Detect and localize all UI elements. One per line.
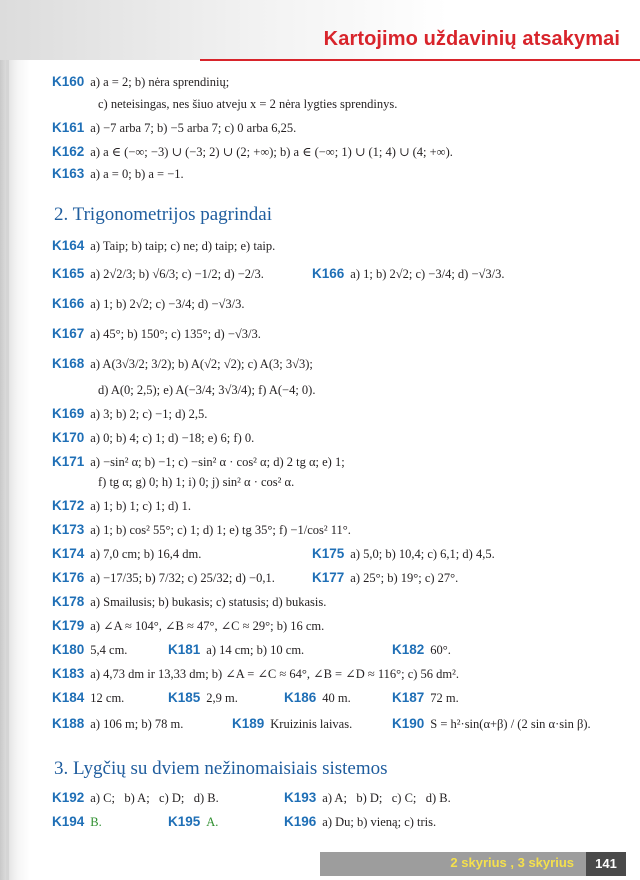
exercise-number: K160 (52, 74, 85, 89)
answer-row (312, 266, 504, 282)
answer-row (168, 642, 304, 658)
answer-text: a) 7,0 cm; b) 16,4 dm. (90, 547, 202, 561)
answer-row (52, 546, 201, 562)
exercise-number: K164 (52, 238, 85, 253)
answer-text: a) 1; b) 2√2; c) −3/4; d) −√3/3. (90, 297, 245, 311)
answer-text: a) −17/35; b) 7/32; c) 25/32; d) −0,1. (90, 571, 275, 585)
answer-text: 60°. (430, 643, 451, 657)
answer-row (168, 814, 218, 830)
answer-row (312, 570, 458, 586)
answer-text: a) 3; b) 2; c) −1; d) 2,5. (90, 407, 208, 421)
answer-text: c) neteisingas, nes šiuo atveju x = 2 nėra lygties sprendinys. (98, 97, 398, 111)
answer-row (52, 642, 127, 658)
answer-row (52, 618, 324, 634)
exercise-number: K172 (52, 498, 85, 513)
answer-text (90, 790, 218, 806)
answer-text: a) 1; b) cos² 55°; c) 1; d) 1; e) tg 35°; f) −1/cos² 11°. (90, 523, 351, 537)
answer-row (52, 120, 296, 136)
answer-row (52, 266, 264, 282)
answer-text: Kruizinis laivas. (270, 717, 353, 731)
answer-text: a) 4,73 dm ir 13,33 dm; b) ∠A = ∠C ≈ 64°, ∠B = ∠D ≈ 116°; c) 56 dm². (90, 667, 460, 681)
answer-c: c) D; (159, 791, 185, 805)
exercise-number: K196 (284, 814, 317, 829)
answer-row (52, 406, 207, 422)
answer-row (52, 296, 244, 312)
answer-row (52, 570, 275, 586)
exercise-number: K162 (52, 144, 85, 159)
exercise-number: K187 (392, 690, 425, 705)
answer-text: a) 14 cm; b) 10 cm. (206, 643, 305, 657)
answer-row (232, 716, 352, 732)
answer-text: a) a = 2; b) nėra sprendinių; (90, 75, 230, 89)
answer-row (312, 546, 495, 562)
exercise-number: K161 (52, 120, 85, 135)
exercise-number: K195 (168, 814, 201, 829)
answer-text: a) −7 arba 7; b) −5 arba 7; c) 0 arba 6,25. (90, 121, 297, 135)
answer-c: c) C; (391, 791, 417, 805)
answer-text: a) 0; b) 4; c) 1; d) −18; e) 6; f) 0. (90, 431, 255, 445)
answer-text: 5,4 cm. (90, 643, 128, 657)
answer-row (98, 474, 294, 490)
book-spine (0, 0, 30, 880)
exercise-number: K180 (52, 642, 85, 657)
section-title: 2. Trigonometrijos pagrindai (54, 204, 272, 225)
answer-text: a) 25°; b) 19°; c) 27°. (350, 571, 459, 585)
exercise-number: K166 (52, 296, 85, 311)
answer-text: a) a ∈ (−∞; −3) ∪ (−3; 2) ∪ (2; +∞); b) a ∈ (−∞; 1) ∪ (1; 4) ∪ (4; +∞). (90, 145, 453, 159)
answer-text: d) A(0; 2,5); e) A(−3/4; 3√3/4); f) A(−4; 0). (98, 383, 316, 397)
answer-text: a) 2√2/3; b) √6/3; c) −1/2; d) −2/3. (90, 267, 264, 281)
answer-text: a) A(3√3/2; 3/2); b) A(√2; √2); c) A(3; 3√3); (90, 357, 313, 371)
answer-text: a) 5,0; b) 10,4; c) 6,1; d) 4,5. (350, 547, 495, 561)
answer-text: a) 106 m; b) 78 m. (90, 717, 184, 731)
answer-text: B. (90, 815, 102, 829)
exercise-number: K163 (52, 166, 85, 181)
exercise-number: K177 (312, 570, 345, 585)
exercise-number: K179 (52, 618, 85, 633)
exercise-number: K165 (52, 266, 85, 281)
exercise-number: K183 (52, 666, 85, 681)
exercise-number: K166 (312, 266, 345, 281)
exercise-number: K167 (52, 326, 85, 341)
answer-text: a) 1; b) 2√2; c) −3/4; d) −√3/3. (350, 267, 505, 281)
header-rule (200, 59, 640, 61)
answer-row (98, 382, 315, 398)
answer-row (284, 814, 436, 830)
answer-row (52, 666, 459, 682)
answer-row (98, 96, 397, 112)
answer-row (52, 716, 183, 732)
exercise-number: K174 (52, 546, 85, 561)
answer-row (52, 454, 345, 470)
answer-row (392, 716, 591, 732)
answer-text: 40 m. (322, 691, 351, 705)
exercise-number: K189 (232, 716, 265, 731)
answer-row (52, 690, 124, 706)
answer-row (168, 690, 238, 706)
answer-text: a) ∠A ≈ 104°, ∠B ≈ 47°, ∠C ≈ 29°; b) 16 cm. (90, 619, 325, 633)
answer-text: a) 1; b) 1; c) 1; d) 1. (90, 499, 191, 513)
answer-text: 72 m. (430, 691, 459, 705)
page-header (0, 0, 640, 60)
answer-text: A. (206, 815, 219, 829)
answer-row (52, 326, 261, 342)
answer-row (52, 594, 326, 610)
answer-b: b) A; (124, 791, 150, 805)
answer-row (52, 814, 102, 830)
answer-row (52, 522, 351, 538)
answer-text: 12 cm. (90, 691, 125, 705)
footer-chapter: 2 skyrius , 3 skyrius (450, 855, 574, 870)
exercise-number: K194 (52, 814, 85, 829)
answer-row (52, 144, 453, 160)
exercise-number: K185 (168, 690, 201, 705)
exercise-number: K182 (392, 642, 425, 657)
answer-a: a) C; (90, 791, 115, 805)
exercise-number: K188 (52, 716, 85, 731)
section-title: 3. Lygčių su dviem nežinomaisiais sistemos (54, 758, 388, 779)
answer-text: a) Du; b) vieną; c) tris. (322, 815, 437, 829)
answer-row (52, 790, 219, 806)
answer-text: S = h²·sin(α+β) / (2 sin α·sin β). (430, 717, 591, 731)
exercise-number: K170 (52, 430, 85, 445)
exercise-number: K171 (52, 454, 85, 469)
exercise-number: K193 (284, 790, 317, 805)
exercise-number: K192 (52, 790, 85, 805)
answer-row (284, 790, 451, 806)
answer-text: a) 45°; b) 150°; c) 135°; d) −√3/3. (90, 327, 261, 341)
footer-chapter-bar (320, 852, 586, 876)
answer-text: a) −sin² α; b) −1; c) −sin² α · cos² α; d) 2 tg α; e) 1; (90, 455, 345, 469)
exercise-number: K175 (312, 546, 345, 561)
answer-row (52, 430, 254, 446)
exercise-number: K181 (168, 642, 201, 657)
answer-text: 2,9 m. (206, 691, 238, 705)
answer-text: a) Smailusis; b) bukasis; c) statusis; d) bukasis. (90, 595, 327, 609)
exercise-number: K178 (52, 594, 85, 609)
exercise-number: K190 (392, 716, 425, 731)
answer-text: a) Taip; b) taip; c) ne; d) taip; e) taip. (90, 239, 276, 253)
answer-b: b) D; (356, 791, 383, 805)
answer-row (284, 690, 351, 706)
exercise-number: K176 (52, 570, 85, 585)
answer-a: a) A; (322, 791, 347, 805)
answer-row (392, 642, 451, 658)
answer-d: d) B. (425, 791, 451, 805)
answer-row (392, 690, 459, 706)
answer-row (52, 356, 313, 372)
page-number: 141 (586, 852, 626, 876)
exercise-number: K184 (52, 690, 85, 705)
header-title: Kartojimo uždavinių atsakymai (323, 28, 620, 50)
answer-row (52, 74, 229, 90)
exercise-number: K186 (284, 690, 317, 705)
exercise-number: K169 (52, 406, 85, 421)
answer-text (322, 790, 450, 806)
answer-text: f) tg α; g) 0; h) 1; i) 0; j) sin² α · cos² α. (98, 475, 295, 489)
answer-row (52, 238, 275, 254)
answer-row (52, 498, 191, 514)
answer-text: a) a = 0; b) a = −1. (90, 167, 184, 181)
exercise-number: K173 (52, 522, 85, 537)
answer-row (52, 166, 184, 182)
exercise-number: K168 (52, 356, 85, 371)
answer-d: d) B. (193, 791, 219, 805)
